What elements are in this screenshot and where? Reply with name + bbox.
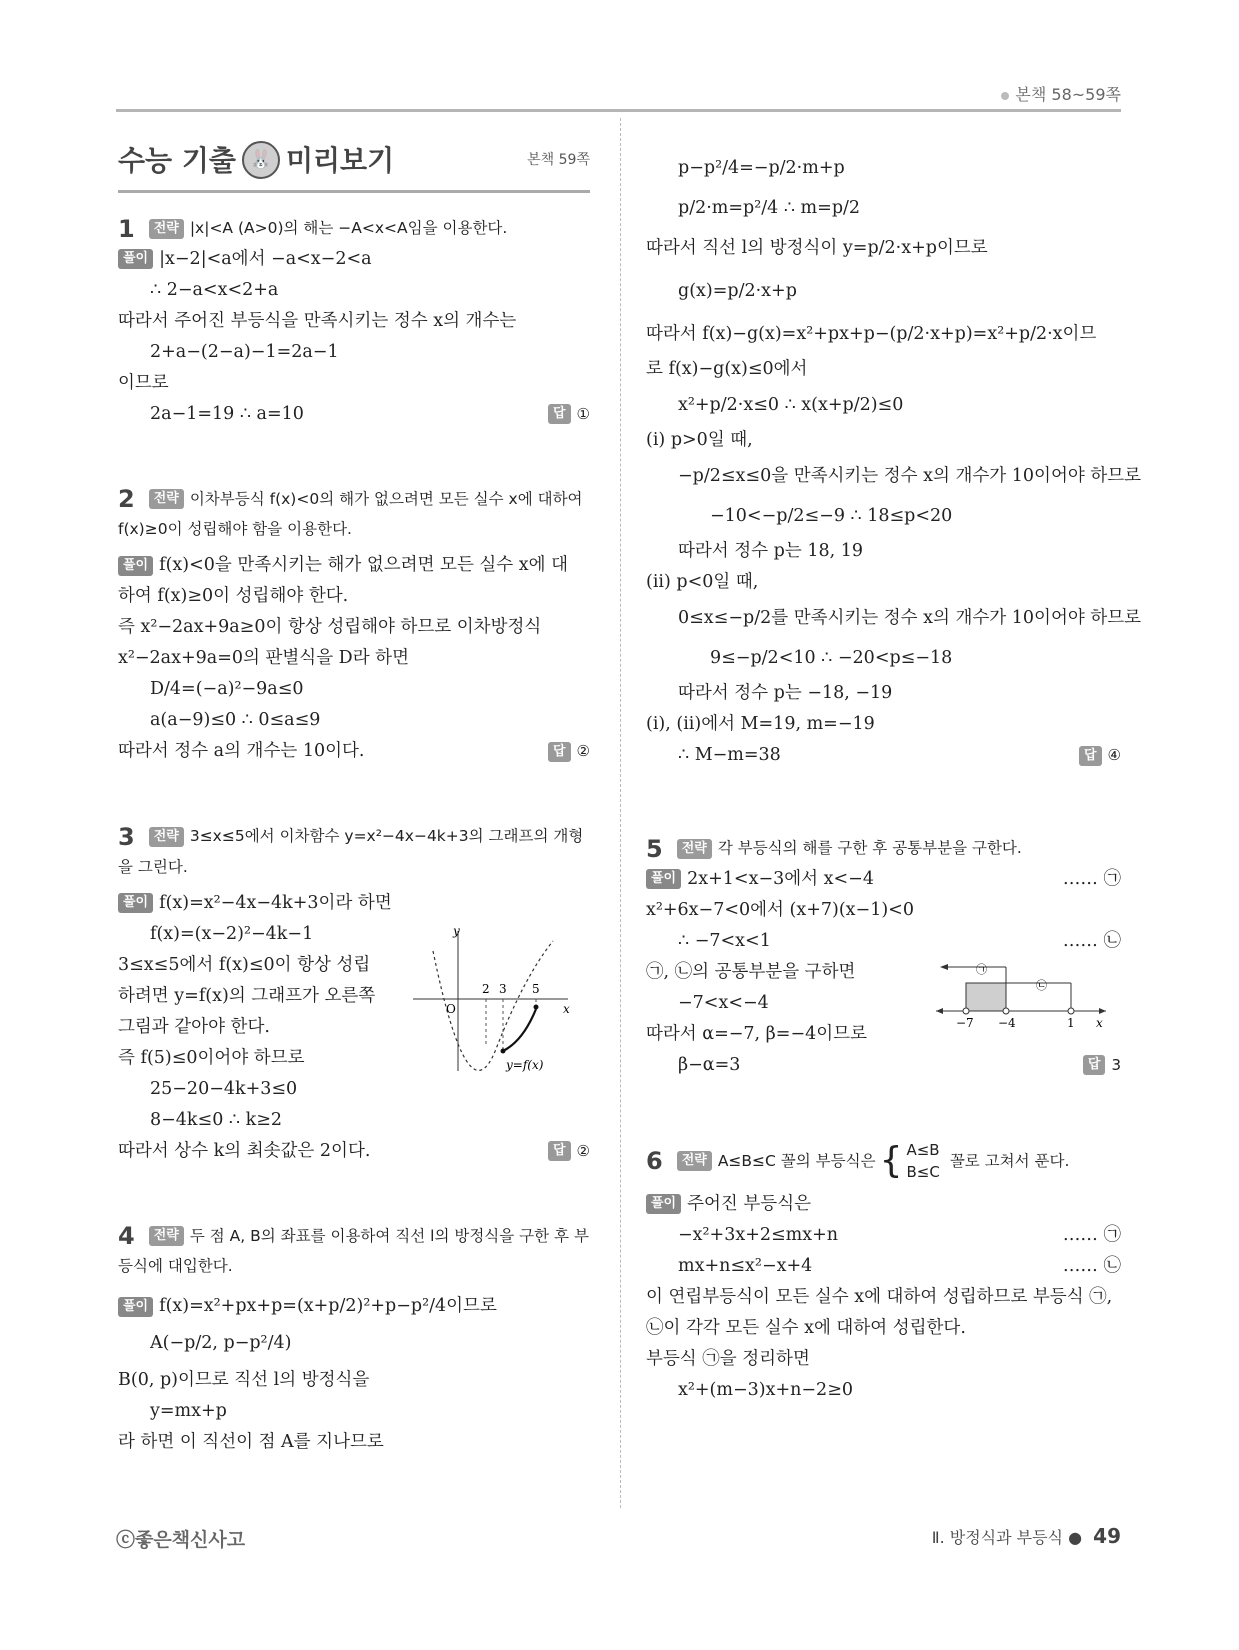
footer-chapter: Ⅱ. 방정식과 부등식 ● 49	[931, 1524, 1121, 1548]
chapter-title: Ⅱ. 방정식과 부등식	[931, 1528, 1064, 1547]
solution-line: f(x)=(x−2)²−4k−1	[150, 923, 314, 944]
tick-5: 5	[532, 982, 540, 996]
solution-line: (ii) p<0일 때,	[646, 572, 759, 592]
section-title	[118, 130, 590, 193]
top-rule	[116, 109, 1121, 112]
solution-line: 라 하면 이 직선이 점 A를 지나므로	[118, 1432, 384, 1452]
strategy-tag: 전략	[677, 1151, 712, 1171]
problem-number: 5	[646, 834, 663, 863]
answer-tag: 답	[1079, 746, 1102, 766]
solution-line: 주어진 부등식은	[687, 1193, 812, 1214]
curve-label: y=f(x)	[506, 1058, 544, 1072]
solution-line: p/2·m=p²/4 ∴ m=p/2	[678, 198, 861, 218]
section-title-b: 미리보기	[285, 143, 395, 177]
y-label: y	[453, 924, 460, 938]
solution-tag: 풀이	[118, 249, 153, 269]
solution-line: 따라서 상수 k의 최솟값은 2이다.	[118, 1140, 371, 1161]
problem-number: 2	[118, 485, 135, 513]
solution-line: g(x)=p/2·x+p	[678, 281, 797, 301]
solution-line: −10<−p/2≤−9 ∴ 18≤p<20	[710, 506, 953, 526]
solution-line: 따라서 정수 p는 18, 19	[678, 541, 863, 561]
solution-line: 하여 f(x)≥0이 성립해야 한다.	[118, 586, 349, 606]
parabola-graph	[408, 921, 583, 1081]
solution-line: 즉 f(5)≤0이어야 하므로	[118, 1047, 305, 1068]
solution-line: 0≤x≤−p/2를 만족시키는 정수 x의 개수가 10이어야 하므로	[678, 608, 1142, 628]
solution-line: 그림과 같아야 한다.	[118, 1016, 270, 1037]
solution-line: D/4=(−a)²−9a≤0	[150, 679, 304, 699]
point-3	[501, 1049, 506, 1054]
problem-number: 6	[646, 1146, 663, 1175]
answer-tag: 답	[548, 742, 571, 762]
brace-icon: {	[879, 1139, 903, 1181]
tick-2: 2	[482, 982, 490, 996]
solution-line: −7<x<−4	[678, 992, 769, 1013]
problem-3	[118, 821, 590, 1167]
solution-line: 2+a−(2−a)−1=2a−1	[150, 341, 339, 362]
number-line-figure	[936, 957, 1116, 1037]
strategy-tag: 전략	[149, 219, 184, 239]
open-point-1	[1068, 1008, 1074, 1014]
strategy-tag: 전략	[149, 1226, 184, 1246]
solution-line: f(x)=x²+px+p=(x+p/2)²+p−p²/4이므로	[159, 1296, 497, 1316]
solution-line: 9≤−p/2<10 ∴ −20<p≤−18	[710, 648, 953, 668]
strategy-tag: 전략	[149, 827, 184, 847]
solution-line: 8−4k≤0 ∴ k≥2	[150, 1109, 282, 1130]
solution-line: 3≤x≤5에서 f(x)≤0이 항상 성립	[118, 954, 371, 975]
solution-line: f(x)=x²−4x−4k+3이라 하면	[159, 892, 392, 913]
solution-line: −x²+3x+2≤mx+n	[678, 1224, 839, 1245]
solution-line: 즉 x²−2ax+9a≥0이 항상 성립해야 하므로 이차방정식	[118, 617, 542, 637]
open-point-m7	[963, 1008, 969, 1014]
problem-1	[118, 213, 590, 430]
solution-line: ㉡이 각각 모든 실수 x에 대하여 성립한다.	[646, 1317, 966, 1338]
answer	[548, 399, 590, 430]
strategy-text: 각 부등식의 해를 구한 후 공통부분을 구한다.	[717, 839, 1022, 857]
label-circle-a: ㉠	[976, 963, 987, 976]
answer-value: 3	[1111, 1055, 1121, 1074]
solution-line: B(0, p)이므로 직선 l의 방정식을	[118, 1370, 370, 1390]
problem-5	[646, 833, 1121, 1081]
mark-b: …… ㉡	[1062, 1255, 1121, 1276]
mark-a: …… ㉠	[1062, 868, 1121, 889]
mark-a: …… ㉠	[1062, 1224, 1121, 1245]
strategy-text: 두 점 A, B의 좌표를 이용하여 직선 l의 방정식을 구한 후 부등식에 대입한다.	[118, 1226, 589, 1275]
problem-number: 4	[118, 1222, 135, 1250]
axis-arrow-right	[1099, 1008, 1106, 1014]
solution-line: β−α=3	[678, 1054, 741, 1075]
tick-m7: −7	[956, 1016, 974, 1030]
solution-line: 이 연립부등식이 모든 실수 x에 대하여 성립하므로 부등식 ㉠,	[646, 1286, 1113, 1307]
section-ref: 본책 59쪽	[527, 151, 590, 168]
solution-line: A(−p/2, p−p²/4)	[150, 1333, 292, 1353]
common-region	[966, 983, 1006, 1011]
solution-line: 25−20−4k+3≤0	[150, 1078, 298, 1099]
solution-line: −p/2≤x≤0을 만족시키는 정수 x의 개수가 10이어야 하므로	[678, 466, 1142, 486]
solution-line: ∴ 2−a<x<2+a	[150, 279, 279, 300]
solution-line: a(a−9)≤0 ∴ 0≤a≤9	[150, 710, 321, 730]
strategy-tag: 전략	[149, 489, 184, 509]
solution-line: 따라서 f(x)−g(x)=x²+px+p−(p/2·x+p)=x²+p/2·x이므	[646, 324, 1097, 344]
answer	[1079, 740, 1121, 771]
solution-line: (i), (ii)에서 M=19, m=−19	[646, 714, 875, 734]
parabola-solid	[503, 1009, 536, 1051]
answer-tag: 답	[548, 404, 571, 424]
tick-m4: −4	[998, 1016, 1016, 1030]
solution-line: y=mx+p	[150, 1401, 227, 1421]
page-number: 49	[1093, 1524, 1121, 1548]
solution-line: 2a−1=19 ∴ a=10	[150, 403, 304, 424]
strategy-text: |x|<A (A>0)의 해는 −A<x<A임을 이용한다.	[189, 219, 508, 237]
axis-arrow-left	[936, 1008, 943, 1014]
solution-line: ∴ M−m=38	[678, 745, 781, 765]
mark-b: …… ㉡	[1062, 930, 1121, 951]
mascot-icon: 🐰	[242, 141, 280, 179]
range-a-arrow	[940, 964, 948, 970]
strategy-system	[906, 1139, 939, 1183]
solution-line: x²+p/2·x≤0 ∴ x(x+p/2)≤0	[678, 395, 904, 415]
solution-line: 2x+1<x−3에서 x<−4	[687, 868, 874, 889]
solution-tag: 풀이	[118, 556, 153, 576]
point-5	[534, 1005, 539, 1010]
page-reference: 본책 58~59쪽	[1001, 82, 1121, 105]
left-column	[118, 130, 590, 1458]
solution-line: x²−2ax+9a=0의 판별식을 D라 하면	[118, 648, 409, 668]
solution-line: 하려면 y=f(x)의 그래프가 오른쪽	[118, 985, 376, 1006]
answer	[1083, 1050, 1121, 1081]
solution-line: ∴ −7<x<1	[678, 930, 771, 951]
solution-line: 부등식 ㉠을 정리하면	[646, 1348, 810, 1369]
answer-tag: 답	[548, 1141, 571, 1161]
strategy-tag: 전략	[677, 839, 712, 859]
strategy-text: A≤B≤C 꼴의 부등식은	[717, 1151, 876, 1170]
solution-line: 따라서 주어진 부등식을 만족시키는 정수 x의 개수는	[118, 310, 517, 331]
solution-line: p−p²/4=−p/2·m+p	[678, 158, 845, 178]
solution-tag: 풀이	[118, 893, 153, 913]
answer-tag: 답	[1083, 1055, 1106, 1075]
strategy-text: 이차부등식 f(x)<0의 해가 없으려면 모든 실수 x에 대하여 f(x)≥0이 성립해야 함을 이용한다.	[118, 489, 583, 538]
solution-line: (i) p>0일 때,	[646, 430, 753, 450]
answer-value: ①	[576, 404, 590, 423]
column-divider	[620, 118, 621, 1508]
problem-4	[118, 1221, 590, 1459]
solution-line: |x−2|<a에서 −a<x−2<a	[159, 248, 372, 269]
right-column	[646, 148, 1142, 1406]
solution-line: x²+(m−3)x+n−2≥0	[678, 1379, 853, 1400]
tick-3: 3	[499, 982, 507, 996]
section-title-a: 수능 기출	[118, 143, 236, 177]
publisher-logo: ⓒ좋은책신사고	[116, 1529, 246, 1551]
problem-2	[118, 484, 590, 768]
answer	[548, 1136, 590, 1167]
solution-line: 이므로	[118, 372, 169, 393]
answer-value: ②	[576, 1141, 590, 1160]
answer	[548, 736, 590, 767]
solution-line: 따라서 정수 a의 개수는 10이다.	[118, 741, 365, 761]
solution-line: 따라서 α=−7, β=−4이므로	[646, 1023, 867, 1044]
solution-line: f(x)<0을 만족시키는 해가 없으려면 모든 실수 x에 대	[159, 555, 569, 575]
solution-line: 따라서 직선 l의 방정식이 y=p/2·x+p이므로	[646, 238, 988, 258]
solution-line: mx+n≤x²−x+4	[678, 1255, 813, 1276]
tick-1: 1	[1067, 1016, 1075, 1030]
problem-number: 1	[118, 214, 135, 243]
strategy-text: 3≤x≤5에서 이차함수 y=x²−4x−4k+3의 그래프의 개형을 그린다.	[118, 827, 584, 876]
solution-tag: 풀이	[646, 1194, 681, 1214]
origin-label: O	[446, 1002, 456, 1016]
answer-value: ②	[576, 742, 590, 760]
solution-line: ㉠, ㉡의 공통부분을 구하면	[646, 961, 856, 982]
solution-line: x²+6x−7<0에서 (x+7)(x−1)<0	[646, 899, 914, 920]
system-row: A≤B	[906, 1140, 940, 1159]
x-label: x	[563, 1002, 570, 1016]
open-point-m4	[1003, 1008, 1009, 1014]
label-circle-b: ㉡	[1036, 979, 1047, 992]
solution-line: 로 f(x)−g(x)≤0에서	[646, 359, 808, 379]
problem-6	[646, 1139, 1121, 1406]
x-label: x	[1096, 1016, 1103, 1030]
answer-value: ④	[1107, 746, 1121, 764]
solution-tag: 풀이	[118, 1297, 153, 1317]
system-row: B≤C	[906, 1162, 940, 1181]
problem-number: 3	[118, 822, 135, 851]
strategy-text: 꼴로 고쳐서 푼다.	[949, 1151, 1070, 1170]
solution-tag: 풀이	[646, 869, 681, 889]
solution-line: 따라서 정수 p는 −18, −19	[678, 683, 893, 703]
